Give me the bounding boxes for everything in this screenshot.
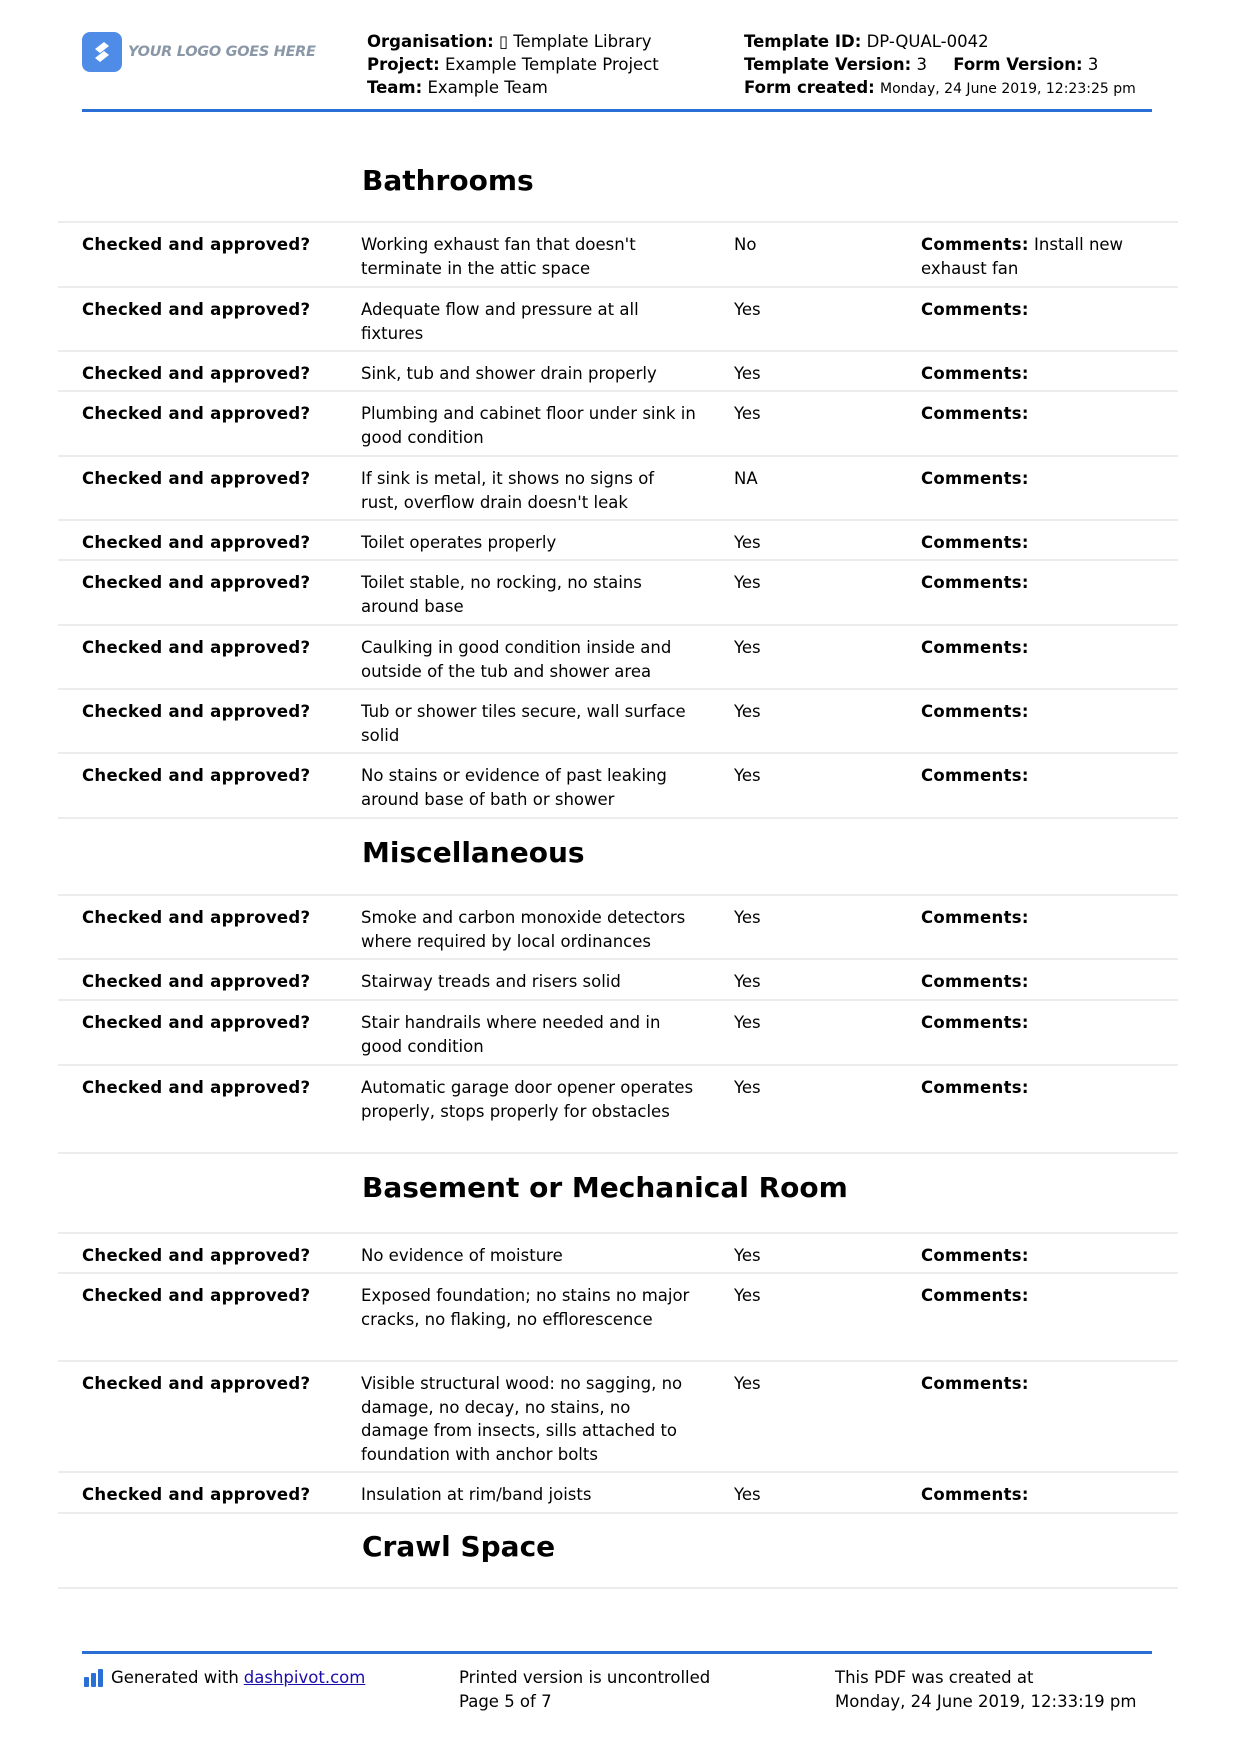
template-meta bbox=[744, 30, 1136, 101]
answer-value: Yes bbox=[734, 533, 761, 552]
item-text: Visible structural wood: no sagging, no damage, no decay, no stains, no damage from insects, sills attached to foundation with anchor bolts bbox=[361, 1374, 683, 1464]
comment-cell bbox=[921, 531, 1161, 555]
answer-value: Yes bbox=[734, 638, 761, 657]
form-version-value: 3 bbox=[1087, 55, 1099, 74]
comment-cell bbox=[921, 970, 1161, 994]
pdf-created bbox=[835, 1666, 1136, 1713]
table-row bbox=[58, 1064, 1178, 1154]
table-row bbox=[58, 455, 1178, 520]
item-text: Toilet operates properly bbox=[361, 533, 557, 552]
comment-cell bbox=[921, 467, 1161, 491]
checked-label: Checked and approved? bbox=[82, 533, 311, 552]
item-text: Sink, tub and shower drain properly bbox=[361, 364, 657, 383]
comments-label: Comments: bbox=[921, 404, 1029, 423]
table-row bbox=[58, 1471, 1178, 1514]
item-text: Insulation at rim/band joists bbox=[361, 1485, 592, 1504]
table-row bbox=[58, 958, 1178, 1000]
comments-label: Comments: bbox=[921, 533, 1029, 552]
answer-value: Yes bbox=[734, 702, 761, 721]
table-row bbox=[58, 519, 1178, 560]
team-label: Team: bbox=[367, 78, 423, 97]
comment-cell bbox=[921, 1372, 1161, 1396]
page-header bbox=[82, 30, 1152, 112]
table-row bbox=[58, 894, 1178, 959]
answer-value: Yes bbox=[734, 1485, 761, 1504]
checked-label: Checked and approved? bbox=[82, 1246, 311, 1265]
checked-label: Checked and approved? bbox=[82, 1374, 311, 1393]
header-divider bbox=[82, 109, 1152, 112]
project-meta bbox=[367, 30, 659, 99]
item-text: Stair handrails where needed and in good condition bbox=[361, 1013, 661, 1056]
comment-cell bbox=[921, 362, 1161, 386]
answer-value: Yes bbox=[734, 766, 761, 785]
checked-label: Checked and approved? bbox=[82, 702, 311, 721]
section-title-bathrooms: Bathrooms bbox=[362, 164, 534, 197]
comments-label: Comments: bbox=[921, 1013, 1029, 1032]
table-row bbox=[58, 286, 1178, 351]
comment-text: Install new exhaust fan bbox=[921, 235, 1124, 278]
table-row bbox=[58, 999, 1178, 1065]
comment-cell bbox=[921, 906, 1161, 930]
answer-value: Yes bbox=[734, 404, 761, 423]
comments-label: Comments: bbox=[921, 469, 1029, 488]
pdf-created-date: Monday, 24 June 2019, 12:33:19 pm bbox=[835, 1691, 1137, 1711]
logo-icon bbox=[82, 32, 122, 72]
comments-label: Comments: bbox=[921, 638, 1029, 657]
comment-cell bbox=[921, 1011, 1161, 1035]
item-text: Toilet stable, no rocking, no stains around base bbox=[361, 573, 642, 616]
checked-label: Checked and approved? bbox=[82, 235, 311, 254]
template-id-value: DP-QUAL-0042 bbox=[866, 32, 989, 51]
checked-label: Checked and approved? bbox=[82, 766, 311, 785]
table-row bbox=[58, 1232, 1178, 1273]
comment-cell bbox=[921, 1076, 1161, 1100]
item-text: If sink is metal, it shows no signs of rust, overflow drain doesn't leak bbox=[361, 469, 655, 512]
answer-value: Yes bbox=[734, 1013, 761, 1032]
checked-label: Checked and approved? bbox=[82, 1485, 311, 1504]
table-row bbox=[58, 1360, 1178, 1472]
answer-value: Yes bbox=[734, 1286, 761, 1305]
table-row bbox=[58, 624, 1178, 689]
section-title-basement: Basement or Mechanical Room bbox=[362, 1171, 848, 1204]
footer-divider bbox=[82, 1651, 1152, 1654]
item-text: Automatic garage door opener operates properly, stops properly for obstacles bbox=[361, 1078, 694, 1121]
comments-label: Comments: bbox=[921, 1374, 1029, 1393]
comments-label: Comments: bbox=[921, 300, 1029, 319]
comments-label: Comments: bbox=[921, 972, 1029, 991]
checked-label: Checked and approved? bbox=[82, 1078, 311, 1097]
checked-label: Checked and approved? bbox=[82, 1013, 311, 1032]
generated-with bbox=[84, 1666, 365, 1690]
table-row bbox=[58, 1272, 1178, 1361]
comments-label: Comments: bbox=[921, 702, 1029, 721]
table-row bbox=[58, 350, 1178, 391]
answer-value: Yes bbox=[734, 573, 761, 592]
checked-label: Checked and approved? bbox=[82, 638, 311, 657]
table-row bbox=[58, 221, 1178, 287]
uncontrolled-notice: Printed version is uncontrolled bbox=[459, 1668, 711, 1687]
table-row bbox=[58, 559, 1178, 625]
table-row bbox=[58, 752, 1178, 819]
item-text: Tub or shower tiles secure, wall surface solid bbox=[361, 702, 686, 745]
organisation-label: Organisation: bbox=[367, 32, 494, 51]
checked-label: Checked and approved? bbox=[82, 573, 311, 592]
form-created-value: Monday, 24 June 2019, 12:23:25 pm bbox=[880, 81, 1136, 97]
form-version-label: Form Version: bbox=[953, 55, 1083, 74]
comment-cell bbox=[921, 636, 1161, 660]
answer-value: Yes bbox=[734, 1078, 761, 1097]
checked-label: Checked and approved? bbox=[82, 364, 311, 383]
table-row bbox=[58, 688, 1178, 753]
checked-label: Checked and approved? bbox=[82, 469, 311, 488]
page-number: Page 5 of 7 bbox=[459, 1691, 552, 1711]
comment-cell bbox=[921, 402, 1161, 426]
comments-label: Comments: bbox=[921, 364, 1029, 383]
checked-label: Checked and approved? bbox=[82, 1286, 311, 1305]
answer-value: Yes bbox=[734, 1246, 761, 1265]
answer-value: No bbox=[734, 235, 757, 254]
comment-cell bbox=[921, 298, 1161, 322]
comment-cell bbox=[921, 764, 1161, 788]
form-created-label: Form created: bbox=[744, 78, 875, 97]
comments-label: Comments: bbox=[921, 1078, 1029, 1097]
item-text: Caulking in good condition inside and outside of the tub and shower area bbox=[361, 638, 672, 681]
item-text: Exposed foundation; no stains no major cracks, no flaking, no efflorescence bbox=[361, 1286, 690, 1329]
answer-value: Yes bbox=[734, 1374, 761, 1393]
answer-value: NA bbox=[734, 469, 758, 488]
generated-text: Generated with bbox=[111, 1668, 239, 1687]
pdf-created-label: This PDF was created at bbox=[835, 1668, 1034, 1687]
answer-value: Yes bbox=[734, 300, 761, 319]
item-text: Stairway treads and risers solid bbox=[361, 972, 621, 991]
template-id-label: Template ID: bbox=[744, 32, 862, 51]
checked-label: Checked and approved? bbox=[82, 300, 311, 319]
comment-cell bbox=[921, 233, 1161, 280]
template-version-label: Template Version: bbox=[744, 55, 912, 74]
item-text: Smoke and carbon monoxide detectors where required by local ordinances bbox=[361, 908, 686, 951]
checked-label: Checked and approved? bbox=[82, 908, 311, 927]
comment-cell bbox=[921, 1284, 1161, 1308]
project-value: Example Template Project bbox=[444, 55, 659, 74]
organisation-value: ▯ Template Library bbox=[498, 32, 652, 51]
template-version-value: 3 bbox=[916, 55, 927, 74]
checked-label: Checked and approved? bbox=[82, 972, 311, 991]
comments-label: Comments: bbox=[921, 908, 1029, 927]
item-text: Adequate flow and pressure at all fixtures bbox=[361, 300, 639, 343]
comments-label: Comments: bbox=[921, 1485, 1029, 1504]
comments-label: Comments: bbox=[921, 766, 1029, 785]
answer-value: Yes bbox=[734, 364, 761, 383]
comment-cell bbox=[921, 571, 1161, 595]
answer-value: Yes bbox=[734, 908, 761, 927]
team-value: Example Team bbox=[427, 78, 548, 97]
answer-value: Yes bbox=[734, 972, 761, 991]
comments-label: Comments: bbox=[921, 235, 1029, 254]
logo-text: YOUR LOGO GOES HERE bbox=[128, 44, 316, 60]
item-text: Working exhaust fan that doesn't terminate in the attic space bbox=[361, 235, 636, 278]
comments-label: Comments: bbox=[921, 1286, 1029, 1305]
project-label: Project: bbox=[367, 55, 440, 74]
item-text: No stains or evidence of past leaking around base of bath or shower bbox=[361, 766, 667, 809]
comment-cell bbox=[921, 1483, 1161, 1507]
comment-cell bbox=[921, 1244, 1161, 1268]
checked-label: Checked and approved? bbox=[82, 404, 311, 423]
item-text: No evidence of moisture bbox=[361, 1246, 563, 1265]
print-info bbox=[459, 1666, 710, 1713]
company-logo bbox=[82, 32, 316, 72]
section-title-crawl-space: Crawl Space bbox=[362, 1530, 556, 1563]
section-divider bbox=[58, 1587, 1178, 1589]
comments-label: Comments: bbox=[921, 1246, 1029, 1265]
bar-chart-icon bbox=[84, 1669, 103, 1687]
table-row bbox=[58, 390, 1178, 456]
comment-cell bbox=[921, 700, 1161, 724]
comments-label: Comments: bbox=[921, 573, 1029, 592]
item-text: Plumbing and cabinet floor under sink in good condition bbox=[361, 404, 696, 447]
dashpivot-link[interactable]: dashpivot.com bbox=[243, 1668, 366, 1687]
section-title-miscellaneous: Miscellaneous bbox=[362, 836, 585, 869]
